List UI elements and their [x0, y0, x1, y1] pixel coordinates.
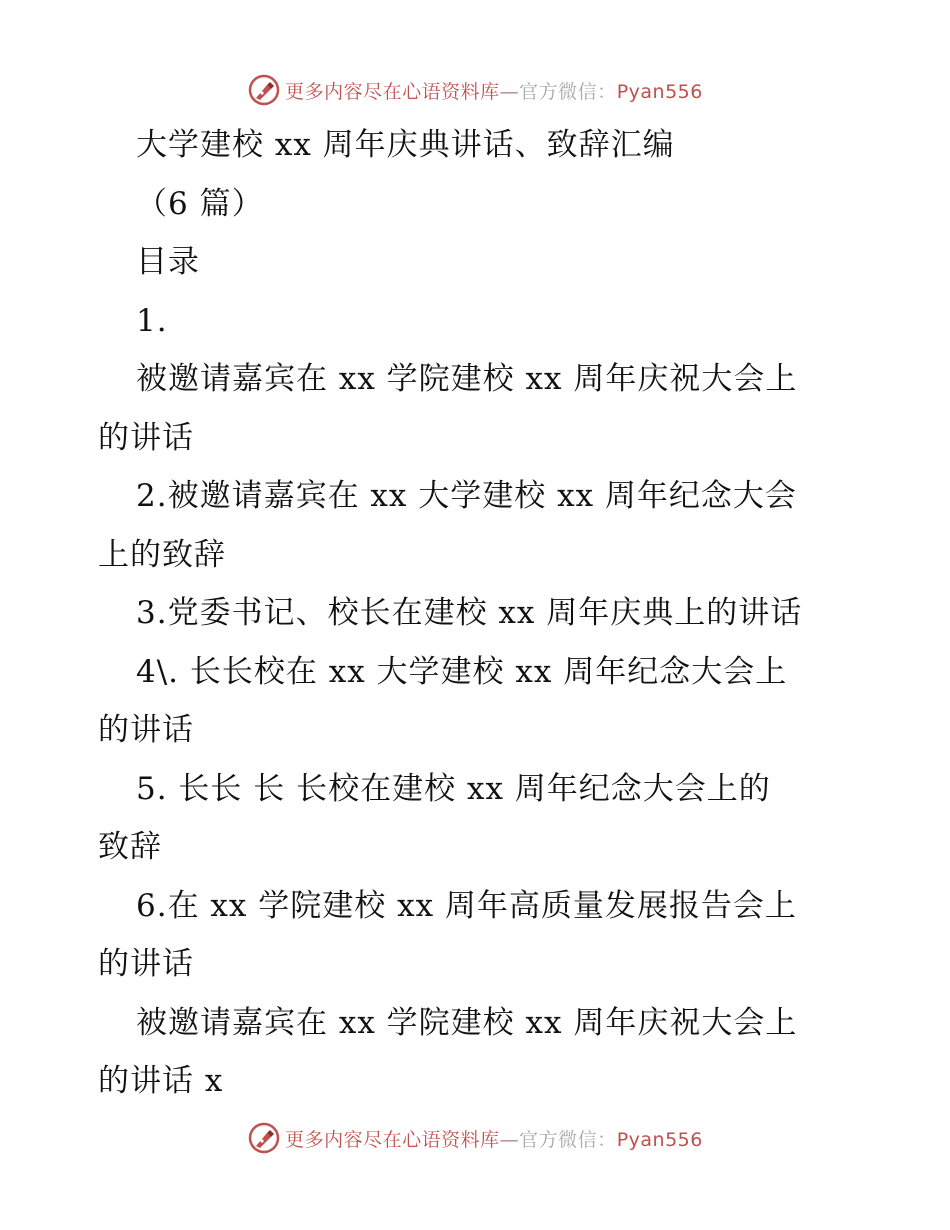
- toc-line: 3.党委书记、校长在建校 xx 周年庆典上的讲话: [136, 595, 803, 631]
- footer-watermark: [0, 1118, 950, 1158]
- toc-line: 2.被邀请嘉宾在 xx 大学建校 xx 周年纪念大会: [136, 478, 797, 514]
- toc-line: 5. 长长 长 长校在建校 xx 周年纪念大会上的: [136, 770, 771, 807]
- toc-line: 上的致辞: [98, 536, 226, 573]
- toc-line: 被邀请嘉宾在 xx 学院建校 xx 周年庆祝大会上: [136, 361, 798, 397]
- toc-line: 的讲话: [98, 419, 194, 456]
- pen-nib-logo-icon: [247, 73, 281, 107]
- body-paragraph-line: 被邀请嘉宾在 xx 学院建校 xx 周年庆祝大会上: [136, 1004, 798, 1041]
- document-count-note: （6 篇）: [136, 185, 264, 222]
- pen-nib-logo-icon: [247, 1121, 281, 1155]
- toc-line: 的讲话: [98, 946, 194, 982]
- toc-line: 1.: [136, 302, 168, 339]
- body-paragraph-line: 的讲话 x: [98, 1063, 224, 1099]
- toc-line: 4\. 长长校在 xx 大学建校 xx 周年纪念大会上: [136, 653, 788, 690]
- toc-line: 6.在 xx 学院建校 xx 周年高质量发展报告会上: [136, 887, 797, 924]
- watermark-text: 更多内容尽在心语资料库—官方微信：Pyan556: [285, 80, 703, 103]
- document-body: [98, 116, 858, 1111]
- watermark-text: 更多内容尽在心语资料库—官方微信：Pyan556: [285, 1128, 703, 1151]
- toc-line: 的讲话: [98, 712, 194, 748]
- toc-line: 致辞: [98, 829, 162, 865]
- toc-heading: 目录: [136, 244, 200, 280]
- document-title: 大学建校 xx 周年庆典讲话、致辞汇编: [136, 127, 675, 163]
- header-watermark: [0, 70, 950, 110]
